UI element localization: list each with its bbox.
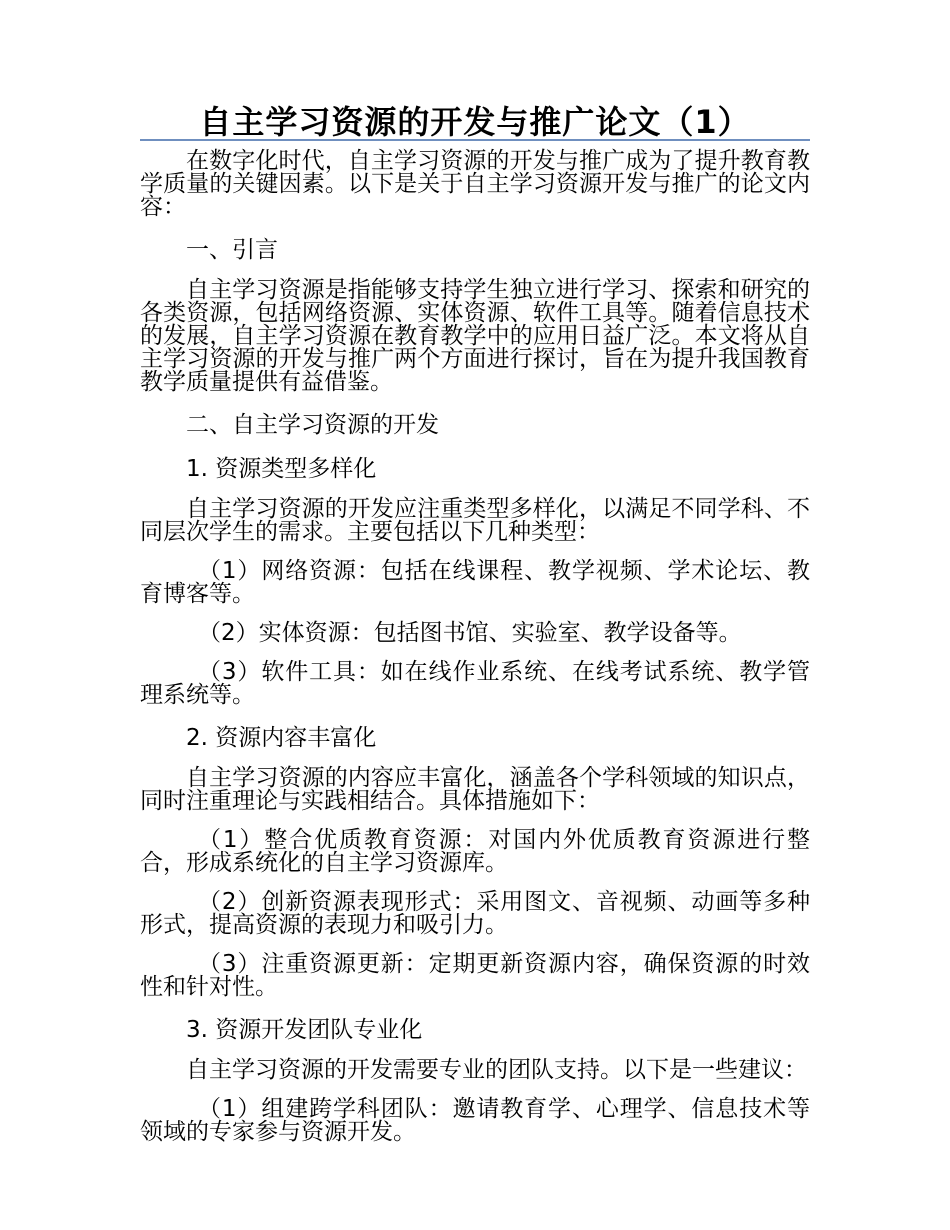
list-item-software-tools: （3）软件工具：如在线作业系统、在线考试系统、教学管理系统等。 xyxy=(140,659,810,708)
subheading-resource-types: 1. 资源类型多样化 xyxy=(186,456,377,482)
section-heading-introduction: 一、引言 xyxy=(186,237,278,263)
list-item-network-resources: （1）网络资源：包括在线课程、教学视频、学术论坛、教育博客等。 xyxy=(140,558,810,607)
document-title: 自主学习资源的开发与推广论文（1） xyxy=(199,103,751,141)
list-item-physical-resources: （2）实体资源：包括图书馆、实验室、教学设备等。 xyxy=(198,620,742,646)
paragraph-professional-team: 自主学习资源的开发需要专业的团队支持。以下是一些建议： xyxy=(186,1057,807,1083)
paragraph-content-richness: 自主学习资源的内容应丰富化，涵盖各个学科领域的知识点，同时注重理论与实践相结合。具体措施如下： xyxy=(140,765,810,814)
title-underline xyxy=(140,139,810,141)
section-heading-development: 二、自主学习资源的开发 xyxy=(186,412,439,438)
paragraph-intro: 在数字化时代，自主学习资源的开发与推广成为了提升教育教学质量的关键因素。以下是关于自主学习资源开发与推广的论文内容： xyxy=(140,148,810,220)
list-item-update-resources: （3）注重资源更新：定期更新资源内容，确保资源的时效性和针对性。 xyxy=(140,951,810,1000)
document-body xyxy=(140,150,810,1160)
list-item-integrate-resources: （1）整合优质教育资源：对国内外优质教育资源进行整合，形成系统化的自主学习资源库。 xyxy=(140,827,810,876)
paragraph-introduction: 自主学习资源是指能够支持学生独立进行学习、探索和研究的各类资源，包括网络资源、实体资源、软件工具等。随着信息技术的发展，自主学习资源在教育教学中的应用日益广泛。本文将从自主学习资源的开发与推广两个方面进行探讨，旨在为提升我国教育教学质量提供有益借鉴。 xyxy=(140,277,810,395)
subheading-content-richness: 2. 资源内容丰富化 xyxy=(186,725,377,751)
subheading-professional-team: 3. 资源开发团队专业化 xyxy=(186,1017,423,1043)
list-item-cross-disciplinary-team: （1）组建跨学科团队：邀请教育学、心理学、信息技术等领域的专家参与资源开发。 xyxy=(140,1096,810,1145)
list-item-innovate-forms: （2）创新资源表现形式：采用图文、音视频、动画等多种形式，提高资源的表现力和吸引力。 xyxy=(140,889,810,938)
paragraph-resource-types: 自主学习资源的开发应注重类型多样化，以满足不同学科、不同层次学生的需求。主要包括以下几种类型： xyxy=(140,496,810,545)
